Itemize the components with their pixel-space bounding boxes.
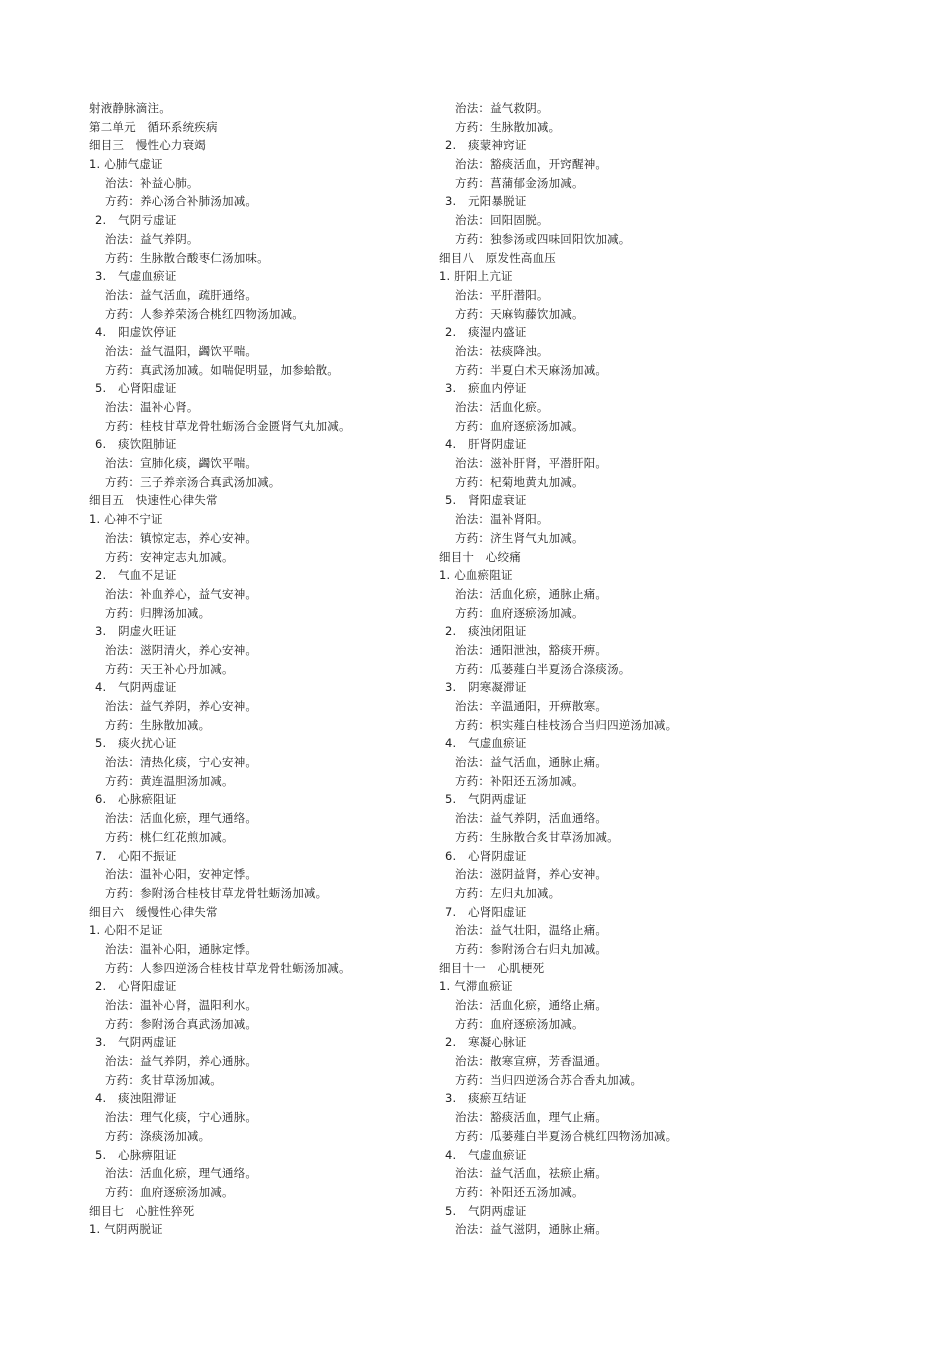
text-line: 方药：瓜蒌薤白半夏汤合涤痰汤。 [455, 661, 631, 676]
text-line: 方药：左归丸加减。 [455, 885, 561, 900]
text-line: 治法：益气养阴，养心安神。 [105, 699, 258, 713]
text-line: 治法：益气壮阳，温络止痛。 [455, 923, 608, 938]
text-line: 细目五 快速性心律失常 [89, 493, 218, 508]
text-line: 方药：瓜蒌薤白半夏汤合桃红四物汤加减。 [455, 1128, 678, 1143]
text-line: 1. 心神不宁证 [89, 512, 163, 527]
text-line: 方药：补阳还五汤加减。 [455, 1184, 584, 1199]
text-line: 治法：温补心阳，通脉定悸。 [105, 941, 258, 956]
text-line: 方药：天王补心丹加减。 [105, 661, 234, 676]
text-line: 治法：祛痰降浊。 [455, 343, 549, 358]
text-line: 方药：生脉散合炙甘草汤加减。 [455, 829, 619, 844]
text-line: 治法：益气活血，通脉止痛。 [455, 755, 608, 770]
text-line: 5. 心肾阳虚证 [95, 381, 177, 396]
text-line: 方药：炙甘草汤加减。 [105, 1072, 222, 1087]
text-line: 方药：参附汤合桂枝甘草龙骨牡蛎汤加减。 [105, 885, 328, 900]
text-line: 1. 气阴两脱证 [89, 1222, 163, 1237]
text-line: 方药：三子养亲汤合真武汤加减。 [105, 474, 281, 489]
text-line: 治法：益气温阳，蠲饮平喘。 [105, 343, 258, 358]
text-line: 方药：涤痰汤加减。 [105, 1128, 211, 1143]
text-line: 治法：温补心肾。 [105, 400, 199, 414]
text-line: 第二单元 循环系统疾病 [89, 119, 218, 134]
text-line: 3. 瘀血内停证 [445, 381, 527, 396]
text-line: 治法：益气养阴，活血通络。 [455, 811, 608, 826]
text-line: 7. 心肾阳虚证 [445, 904, 527, 919]
text-line: 2. 痰蒙神窍证 [445, 138, 527, 153]
text-line: 4. 气虚血瘀证 [445, 736, 527, 751]
text-line: 方药：安神定志丸加减。 [105, 549, 234, 564]
text-line: 治法：活血化瘀，理气通络。 [105, 1166, 258, 1181]
text-line: 治法：活血化瘀，理气通络。 [105, 811, 258, 826]
text-line: 治法：活血化瘀，通脉止痛。 [455, 586, 608, 601]
text-line: 1. 肝阳上亢证 [439, 269, 513, 284]
text-line: 细目三 慢性心力衰竭 [89, 138, 206, 153]
text-line: 治法：清热化痰，宁心安神。 [105, 755, 258, 770]
text-line: 治法：益气活血，祛瘀止痛。 [455, 1166, 608, 1181]
text-line: 4. 痰浊阻滞证 [95, 1091, 177, 1106]
text-line: 1. 气滞血瘀证 [439, 979, 513, 994]
text-line: 3. 阴寒凝滞证 [445, 680, 527, 695]
text-line: 治法：散寒宣痹，芳香温通。 [455, 1054, 608, 1069]
text-line: 4. 气阴两虚证 [95, 680, 177, 695]
text-line: 方药：血府逐瘀汤加减。 [455, 1016, 584, 1031]
text-line: 治法：益气滋阴，通脉止痛。 [455, 1222, 608, 1237]
text-line: 7. 心阳不振证 [95, 848, 177, 863]
text-line: 治法：活血化瘀，通络止痛。 [455, 998, 608, 1012]
text-line: 方药：桂枝甘草龙骨牡蛎汤合金匮肾气丸加减。 [105, 418, 351, 433]
text-line: 治法：辛温通阳，开痹散寒。 [455, 699, 608, 713]
text-line: 方药：独参汤或四味回阳饮加减。 [455, 231, 631, 246]
text-line: 方药：天麻钩藤饮加减。 [455, 306, 584, 321]
text-line: 治法：温补肾阳。 [455, 512, 549, 527]
text-line: 方药：枳实薤白桂枝汤合当归四逆汤加减。 [455, 717, 678, 732]
text-line: 方药：济生肾气丸加减。 [455, 530, 584, 545]
text-line: 方药：黄连温胆汤加减。 [105, 773, 234, 788]
text-line: 治法：补益心肺。 [105, 175, 199, 190]
text-line: 细目十一 心肌梗死 [439, 960, 545, 975]
text-line: 治法：宣肺化痰，蠲饮平喘。 [105, 456, 258, 471]
text-line: 4. 肝肾阴虚证 [445, 437, 527, 452]
text-line: 2. 心肾阳虚证 [95, 979, 177, 994]
text-line: 方药：养心汤合补肺汤加减。 [105, 194, 258, 209]
text-line: 治法：温补心肾，温阳利水。 [105, 998, 258, 1012]
text-line: 2. 气血不足证 [95, 568, 177, 583]
text-line: 治法：理气化痰，宁心通脉。 [105, 1110, 258, 1125]
text-line: 治法：益气养阴，养心通脉。 [105, 1054, 258, 1069]
text-line: 治法：活血化瘀。 [455, 400, 549, 414]
text-line: 治法：豁痰活血，开窍醒神。 [455, 157, 608, 172]
text-line: 细目十 心绞痛 [439, 549, 521, 564]
text-line: 方药：血府逐瘀汤加减。 [455, 605, 584, 620]
text-line: 治法：滋补肝肾，平潜肝阳。 [455, 456, 608, 471]
text-line: 细目八 原发性高血压 [439, 250, 556, 265]
text-line: 治法：滋阴清火，养心安神。 [105, 642, 258, 657]
text-line: 方药：人参养荣汤合桃红四物汤加减。 [105, 306, 304, 321]
text-line: 6. 心肾阴虚证 [445, 848, 527, 863]
text-line: 5. 肾阳虚衰证 [445, 493, 527, 508]
text-line: 方药：杞菊地黄丸加减。 [455, 474, 584, 489]
text-line: 方药：菖蒲郁金汤加减。 [455, 175, 584, 190]
text-line: 治法：益气救阴。 [455, 101, 549, 115]
text-line: 2. 寒凝心脉证 [445, 1035, 527, 1050]
text-line: 方药：补阳还五汤加减。 [455, 773, 584, 788]
text-line: 方药：当归四逆汤合苏合香丸加减。 [455, 1072, 643, 1087]
text-line: 方药：真武汤加减。如喘促明显，加参蛤散。 [105, 362, 339, 377]
text-line: 2. 气阴亏虚证 [95, 213, 177, 228]
text-line: 方药：桃仁红花煎加减。 [105, 829, 234, 844]
text-line: 治法：通阳泄浊，豁痰开痹。 [455, 642, 608, 657]
text-line: 治法：镇惊定志，养心安神。 [105, 530, 258, 545]
text-line: 3. 元阳暴脱证 [445, 194, 527, 209]
text-line: 方药：人参四逆汤合桂枝甘草龙骨牡蛎汤加减。 [105, 960, 351, 975]
text-line: 射液静脉滴注。 [89, 101, 171, 115]
text-line: 治法：益气养阴。 [105, 231, 199, 246]
text-line: 细目七 心脏性猝死 [89, 1203, 195, 1218]
text-line: 5. 气阴两虚证 [445, 792, 527, 807]
text-line: 3. 气阴两虚证 [95, 1035, 177, 1050]
text-line: 5. 痰火扰心证 [95, 736, 177, 751]
text-line: 3. 阴虚火旺证 [95, 624, 177, 639]
text-line: 2. 痰湿内盛证 [445, 325, 527, 340]
text-line: 4. 气虚血瘀证 [445, 1147, 527, 1162]
text-line: 4. 阳虚饮停证 [95, 325, 177, 340]
text-line: 6. 心脉瘀阻证 [95, 792, 177, 807]
text-line: 1. 心肺气虚证 [89, 157, 163, 172]
text-line: 方药：生脉散合酸枣仁汤加味。 [105, 250, 269, 265]
text-line: 5. 心脉痹阻证 [95, 1147, 177, 1162]
text-line: 方药：血府逐瘀汤加减。 [105, 1184, 234, 1199]
text-line: 3. 痰瘀互结证 [445, 1091, 527, 1106]
text-line: 治法：滋阴益肾，养心安神。 [455, 867, 608, 882]
text-line: 方药：血府逐瘀汤加减。 [455, 418, 584, 433]
text-line: 3. 气虚血瘀证 [95, 269, 177, 284]
right-column [439, 99, 859, 1239]
text-line: 治法：补血养心，益气安神。 [105, 586, 258, 601]
text-line: 治法：平肝潜阳。 [455, 287, 549, 302]
text-line: 治法：回阳固脱。 [455, 213, 549, 228]
text-line: 治法：温补心阳，安神定悸。 [105, 867, 258, 882]
text-line: 5. 气阴两虚证 [445, 1203, 527, 1218]
text-line: 方药：参附汤合右归丸加减。 [455, 941, 608, 956]
text-line: 细目六 缓慢性心律失常 [89, 904, 218, 919]
text-line: 方药：生脉散加减。 [455, 119, 561, 134]
text-line: 方药：参附汤合真武汤加减。 [105, 1016, 258, 1031]
text-line: 1. 心血瘀阻证 [439, 568, 513, 583]
text-line: 方药：生脉散加减。 [105, 717, 211, 732]
text-line: 1. 心阳不足证 [89, 923, 163, 938]
text-line: 治法：豁痰活血，理气止痛。 [455, 1110, 608, 1125]
text-line: 方药：半夏白术天麻汤加减。 [455, 362, 608, 377]
text-line: 2. 痰浊闭阻证 [445, 624, 527, 639]
text-line: 6. 痰饮阻肺证 [95, 437, 177, 452]
text-line: 治法：益气活血，疏肝通络。 [105, 287, 258, 302]
text-line: 方药：归脾汤加减。 [105, 605, 211, 620]
